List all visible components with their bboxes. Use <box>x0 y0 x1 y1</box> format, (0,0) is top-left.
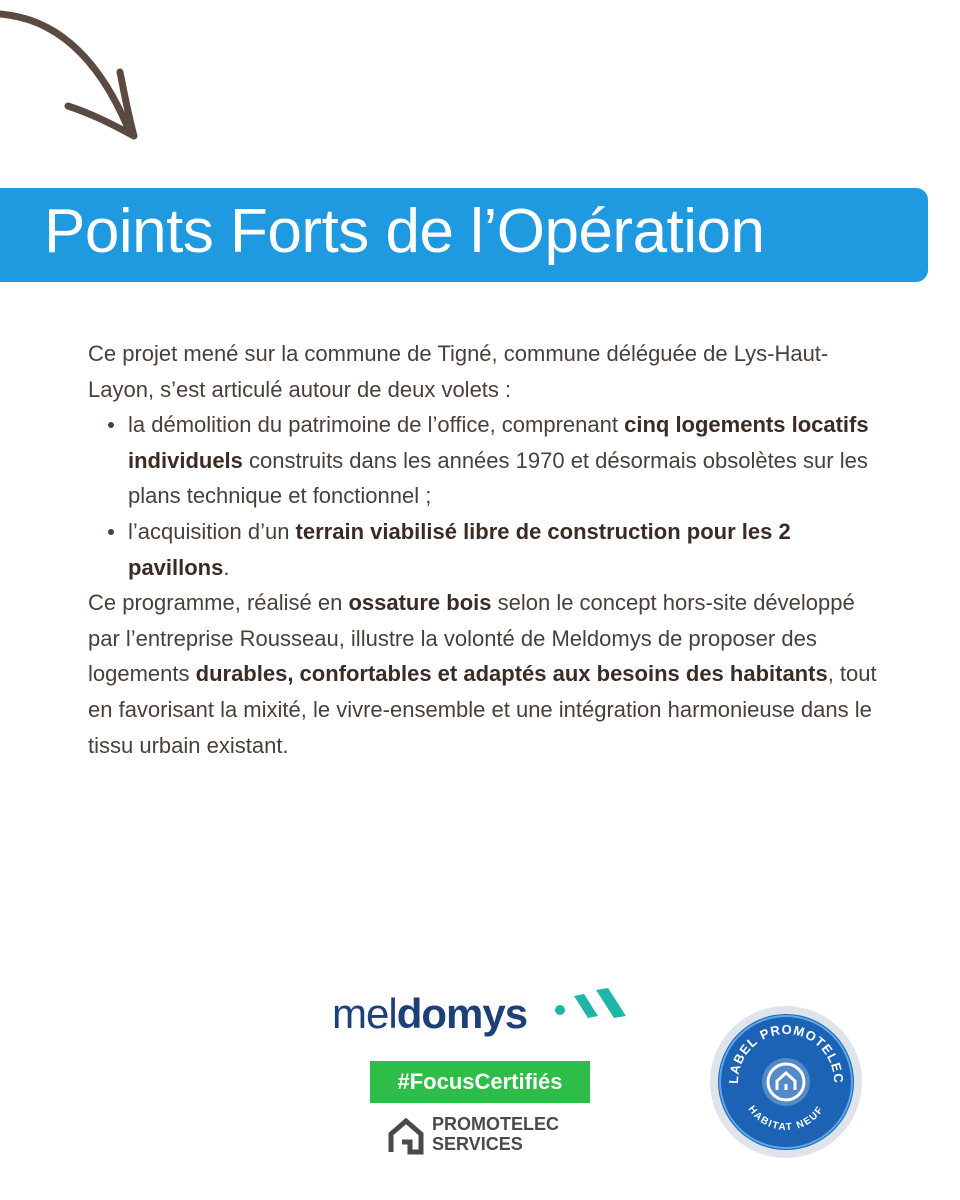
meldomys-mark-icon <box>552 986 632 1026</box>
paragraph-highlight: ossature bois <box>348 590 492 616</box>
paragraph-highlight: durables, confortables et adaptés aux besoins des habitants <box>195 661 828 687</box>
paragraph-text: Ce programme, réalisé en <box>88 590 349 616</box>
promotelec-services-logo <box>386 1112 586 1158</box>
bullet-list <box>88 407 878 585</box>
promotelec-line2: SERVICES <box>432 1134 523 1154</box>
list-item <box>128 407 878 514</box>
list-item <box>128 514 878 585</box>
curved-arrow-icon <box>0 0 160 160</box>
list-item-text: . <box>223 554 230 580</box>
paragraph-text: selon le concept hors-site développé par l’entreprise Rousseau, illustre la volonté de Meldomys de proposer des logements <box>88 590 855 687</box>
meldomys-logo <box>332 986 632 1046</box>
title-banner <box>0 188 928 282</box>
logo-text-domys: domys <box>396 990 528 1037</box>
list-item-highlight: terrain viabilisé libre de construction pour les 2 pavillons <box>128 518 791 580</box>
logo-text-mel: mel <box>332 990 397 1037</box>
page-title: Points Forts de l’Opération <box>44 197 765 266</box>
focus-certifies-tag: #FocusCertifiés <box>370 1061 590 1103</box>
list-item-highlight: cinq logements locatifs individuels <box>128 412 869 473</box>
list-item-text: l’acquisition d’un <box>128 518 296 544</box>
list-item-text: la démolition du patrimoine de l’office, comprenant <box>128 412 625 438</box>
intro-paragraph: Ce projet mené sur la commune de Tigné, commune déléguée de Lys-Haut-Layon, s’est articulé autour de deux volets : <box>88 341 829 402</box>
badge-bottom-text: HABITAT NEUF <box>745 1103 827 1134</box>
list-item-text: construits dans les années 1970 et désormais obsolètes sur les plans technique et fonctionnel ; <box>128 447 868 509</box>
program-paragraph <box>88 585 878 763</box>
label-promotelec-badge <box>708 1004 864 1160</box>
promotelec-line1: PROMOTELEC <box>432 1114 560 1134</box>
house-outline-icon <box>386 1116 426 1156</box>
badge-top-text: LABEL PROMOTELEC <box>725 1021 847 1085</box>
body-content <box>88 336 878 763</box>
paragraph-text: , tout en favorisant la mixité, le vivre-ensemble et une intégration harmonieuse dans le tissu urbain existant. <box>88 661 877 758</box>
